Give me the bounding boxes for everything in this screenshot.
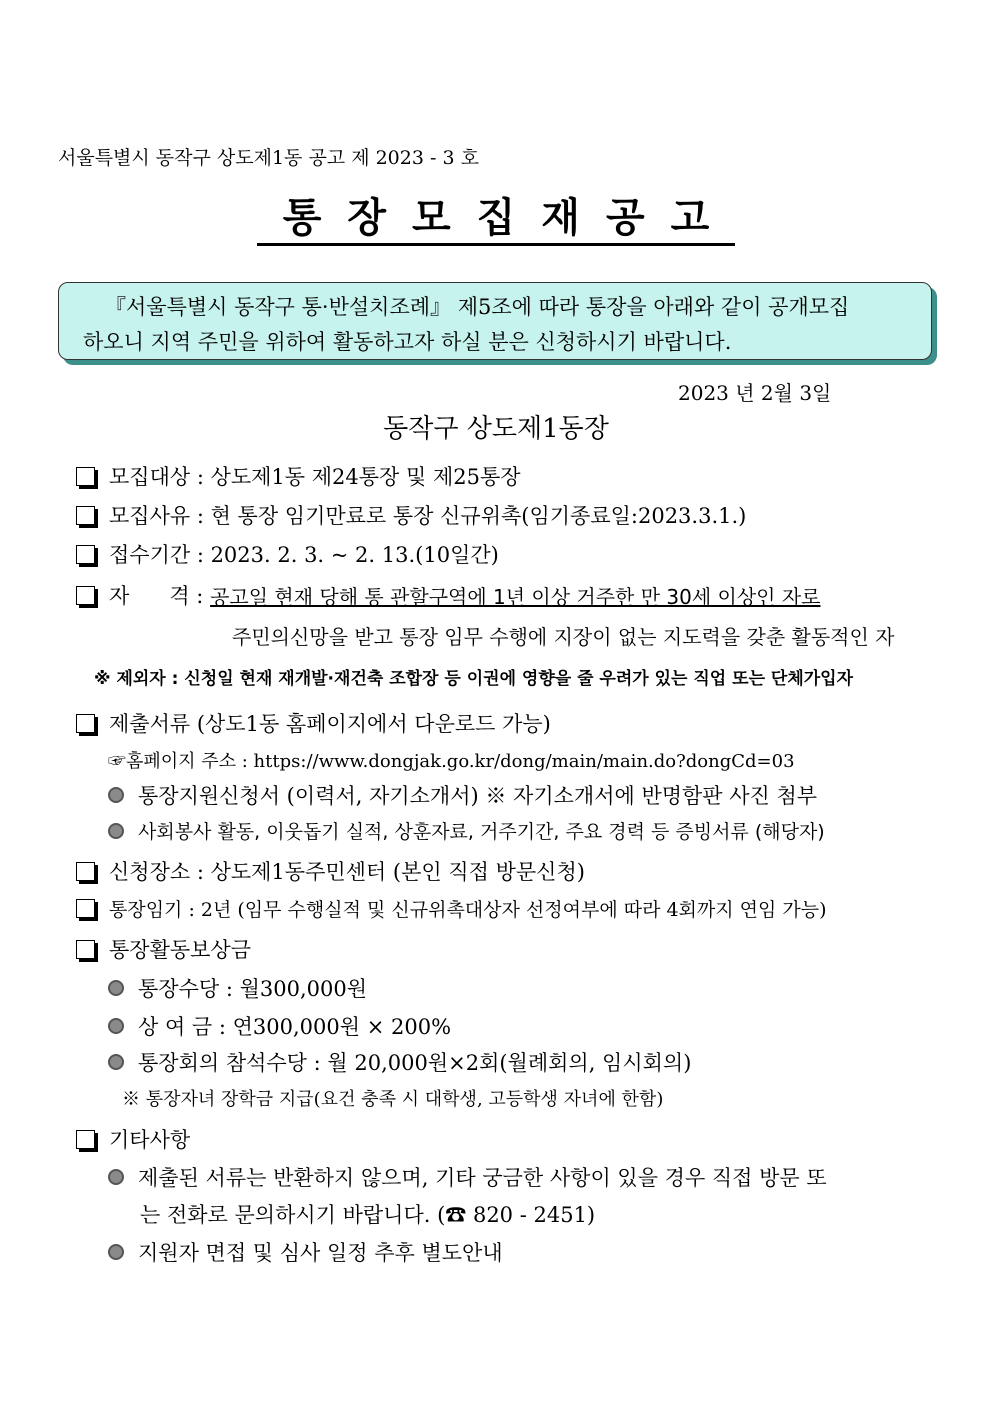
etc-item-2 [108,1237,503,1267]
bullet-icon [108,787,124,803]
doc-item-1 [108,780,817,810]
item-term-text: 통장임기 : 2년 (임무 수행실적 및 신규위촉대상자 선정여부에 따라 4회까지 연임 가능) [109,899,827,921]
item-term [76,895,827,922]
bullet-icon [108,1018,124,1034]
compensation-allowance-text: 통장수당 : 월300,000원 [138,977,367,1001]
doc-item-2 [108,817,825,844]
item-period-text: 접수기간 : 2023. 2. 3. ~ 2. 13.(10일간) [109,543,499,567]
scholarship-note: ※ 통장자녀 장학금 지급(요건 충족 시 대학생, 고등학생 자녀에 한함) [122,1089,664,1110]
item-etc [76,1124,190,1154]
doc-item-1-text: 통장지원신청서 (이력서, 자기소개서) ※ 자기소개서에 반명함판 사진 첨부 [138,784,818,808]
page-title [0,186,992,243]
bullet-icon [108,823,124,839]
etc-item-1-line2: 는 전화로 문의하시기 바랍니다. (☎ 820 - 2451) [140,1203,596,1227]
bullet-icon [108,1169,124,1185]
item-qualification [76,580,821,610]
item-qualification-line1: 공고일 현재 당해 통 관할구역에 1년 이상 거주한 만 30세 이상인 자로 [210,584,821,609]
compensation-meeting-text: 통장회의 참석수당 : 월 20,000원×2회(월례회의, 임시회의) [138,1051,692,1075]
bullet-icon [108,1244,124,1260]
exclusion-note: ※ 제외자 : 신청일 현재 재개발·재건축 조합장 등 이권에 영향을 줄 우려가 있는 직업 또는 단체가입자 [94,669,854,689]
compensation-meeting [108,1047,691,1077]
checkbox-icon [76,545,95,564]
item-place [76,856,585,886]
item-period [76,539,499,569]
checkbox-icon [76,467,95,486]
item-target-text: 모집대상 : 상도제1동 제24통장 및 제25통장 [109,465,521,489]
compensation-bonus-text: 상 여 금 : 연300,000원 × 200% [138,1015,452,1039]
compensation-allowance [108,973,367,1003]
item-compensation-text: 통장활동보상금 [109,938,252,962]
item-compensation [76,934,251,964]
item-target [76,461,521,491]
item-etc-text: 기타사항 [109,1128,191,1152]
item-qualification-label: 자 격 : [109,584,211,608]
intro-line-1: 『서울특별시 동작구 통·반설치조례』 제5조에 따라 통장을 아래와 같이 공개모집 [105,295,850,319]
compensation-bonus [108,1011,451,1041]
homepage-address: ☞홈페이지 주소 : https://www.dongjak.go.kr/dong/main/main.do?dongCd=03 [108,751,795,772]
issuing-office: 동작구 상도제1동장 [383,414,609,444]
item-reason [76,500,746,530]
notice-number: 서울특별시 동작구 상도제1동 공고 제 2023 - 3 호 [58,147,479,169]
checkbox-icon [76,940,95,959]
intro-box [58,282,932,360]
item-reason-text: 모집사유 : 현 통장 임기만료로 통장 신규위촉(임기종료일:2023.3.1.) [109,504,747,528]
checkbox-icon [76,1130,95,1149]
checkbox-icon [76,714,95,733]
item-documents-text: 제출서류 (상도1동 홈페이지에서 다운로드 가능) [109,712,551,736]
checkbox-icon [76,506,95,525]
notice-date: 2023 년 2월 3일 [678,381,832,405]
etc-item-1-line1: 제출된 서류는 반환하지 않으며, 기타 궁금한 사항이 있을 경우 직접 방문 또 [138,1166,827,1190]
bullet-icon [108,980,124,996]
checkbox-icon [76,586,95,605]
page-title-text: 통장모집재공고 [257,195,735,246]
item-qualification-line2: 주민의신망을 받고 통장 임무 수행에 지장이 없는 지도력을 갖춘 활동적인 자 [232,625,895,649]
item-place-text: 신청장소 : 상도제1동주민센터 (본인 직접 방문신청) [109,860,585,884]
etc-item-2-text: 지원자 면접 및 심사 일정 추후 별도안내 [138,1241,503,1265]
bullet-icon [108,1054,124,1070]
item-documents [76,708,551,738]
checkbox-icon [76,862,95,881]
intro-line-2: 하오니 지역 주민을 위하여 활동하고자 하실 분은 신청하시기 바랍니다. [83,330,732,354]
checkbox-icon [76,899,95,918]
etc-item-1 [108,1162,827,1192]
doc-item-2-text: 사회봉사 활동, 이웃돕기 실적, 상훈자료, 거주기간, 주요 경력 등 증빙서류 (해당자) [138,821,825,843]
